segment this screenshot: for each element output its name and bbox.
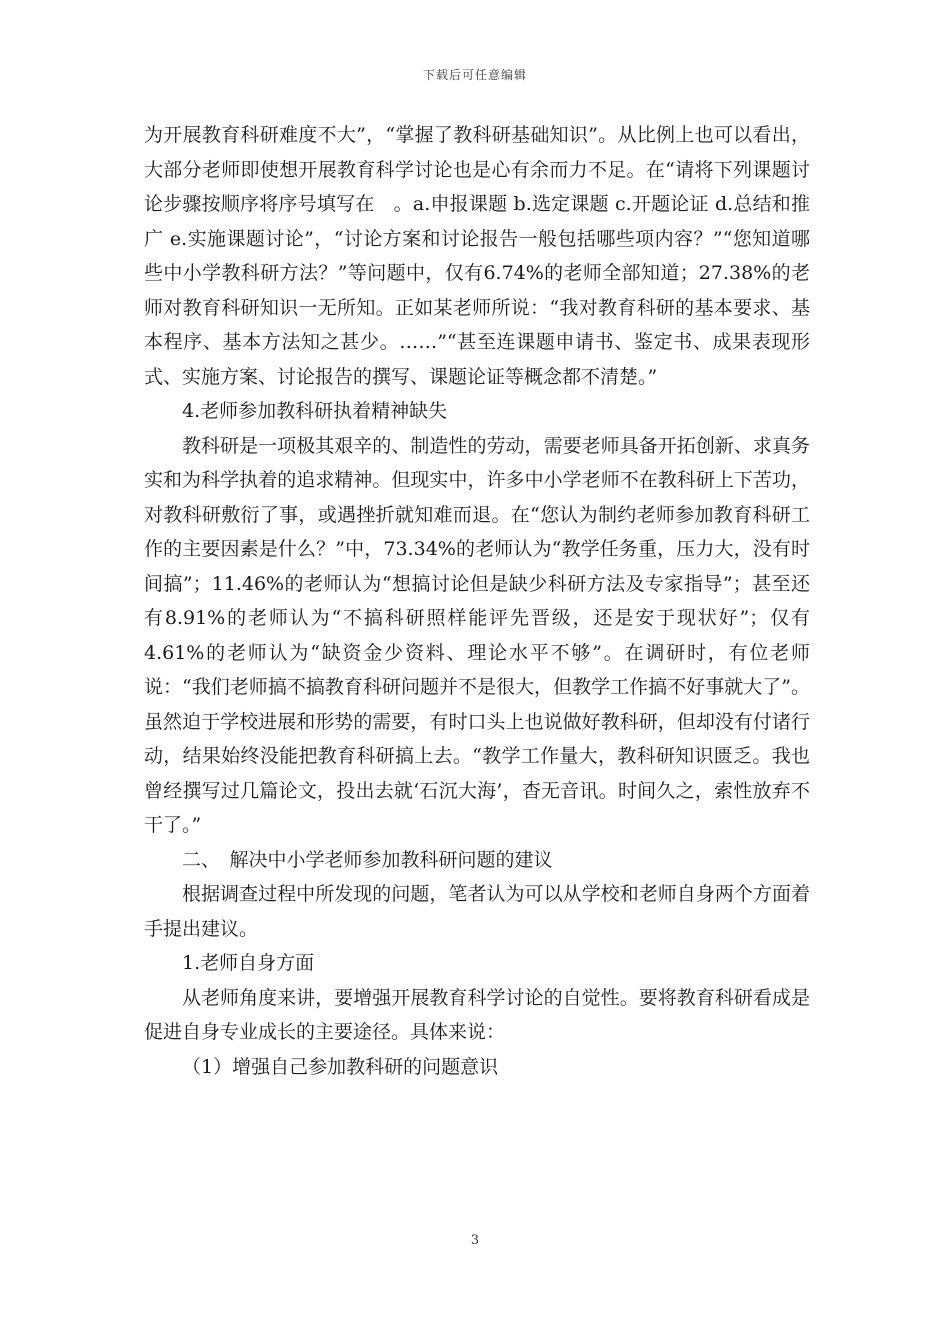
paragraph: 根据调查过程中所发现的问题，笔者认为可以从学校和老师自身两个方面着手提出建议。 <box>144 883 810 940</box>
subsection-heading-1: 1.老师自身方面 <box>182 952 315 974</box>
section-heading-4: 4.老师参加教科研执着精神缺失 <box>182 400 448 422</box>
page-header: 下载后可任意编辑 <box>422 68 527 82</box>
page-number: 3 <box>470 1233 480 1248</box>
paragraph: 从老师角度来讲，要增强开展教育科学讨论的自觉性。要将教育科研看成是促进自身专业成长的主要途径。具体来说： <box>144 986 810 1043</box>
paragraph-continuation: 为开展教育科研难度不大”，“掌握了教科研基础知识”。从比例上也可以看出，大部分老师即使想开展教育科学讨论也是心有余而力不足。在“请将下列课题讨论步骤按顺序将序号填写在 。a.申报课题 b.选定课题 c.开题论证 d.总结和推广 e.实施课题讨论”，“讨论方案和讨论报告一般包括哪些项内容？”“您知道哪些中小学教科研方法？”等问题中，仅有6.74%的老师全部知道；27.38%的老师对教育科研知识一无所知。正如某老师所说：“我对教育科研的基本要求、基本程序、基本方法知之甚少。……”“甚至连课题申请书、鉴定书、成果表现形式、实施方案、讨论报告的撰写、课题论证等概念都不清楚。” <box>144 124 810 388</box>
body-text <box>144 118 810 1084</box>
section-heading-2: 二、 解决中小学老师参加教科研问题的建议 <box>182 848 553 871</box>
paragraph: 教科研是一项极其艰辛的、制造性的劳动，需要老师具备开拓创新、求真务实和为科学执着的追求精神。但现实中，许多中小学老师不在教科研上下苦功，对教科研敷衍了事，或遇挫折就知难而退。在“您认为制约老师参加教育科研工作的主要因素是什么？”中，73.34%的老师认为“教学任务重，压力大，没有时间搞”；11.46%的老师认为“想搞讨论但是缺少科研方法及专家指导”；甚至还有8.91%的老师认为“不搞科研照样能评先晋级，还是安于现状好”；仅有4.61%的老师认为“缺资金少资料、理论水平不够”。在调研时，有位老师说：“我们老师搞不搞教育科研问题并不是很大，但教学工作搞不好事就大了”。虽然迫于学校进展和形势的需要，有时口头上也说做好教科研，但却没有付诸行动，结果始终没能把教育科研搞上去。“教学工作量大，教科研知识匮乏。我也曾经撰写过几篇论文，投出去就‘石沉大海’，杳无音讯。时间久之，索性放弃不干了。” <box>144 434 810 836</box>
subsection-item-1: （1）增强自己参加教科研的问题意识 <box>182 1055 499 1078</box>
